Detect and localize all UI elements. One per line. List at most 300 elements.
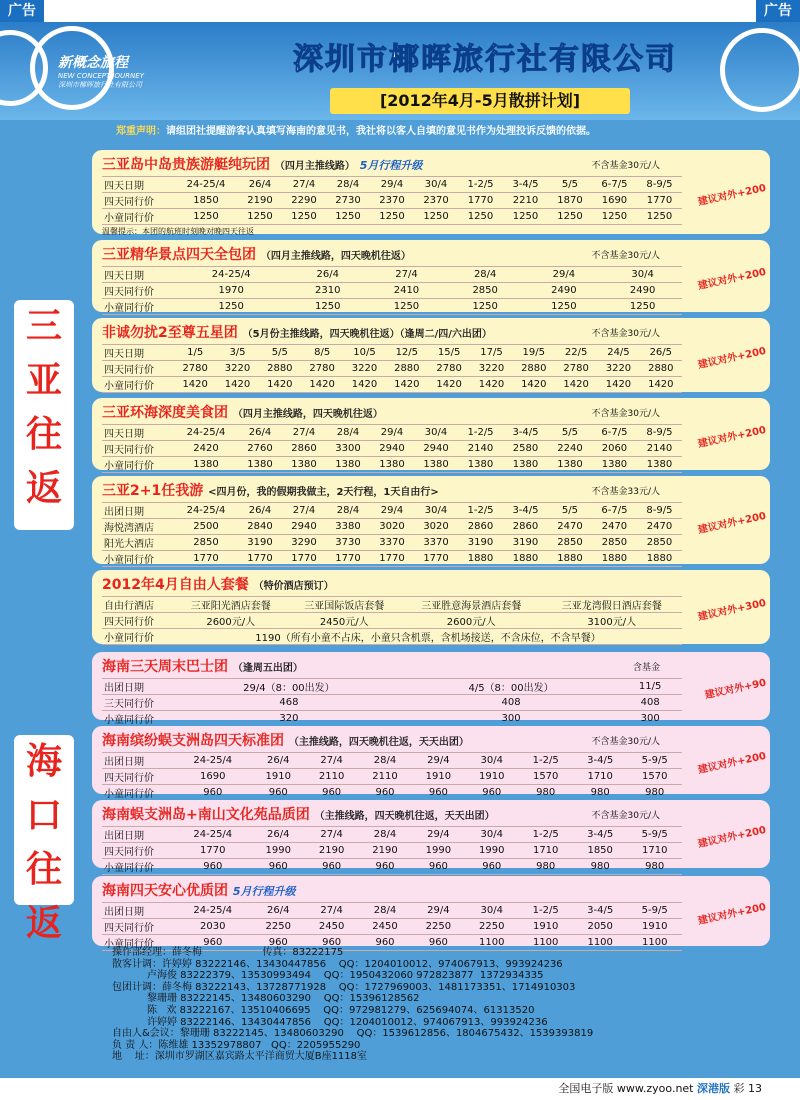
table-cell: 1380	[414, 457, 458, 473]
table-cell: 1420	[597, 377, 639, 393]
table-cell: 2140	[458, 441, 503, 457]
price-table	[102, 502, 682, 567]
table-cell: 1910	[412, 769, 465, 785]
table-cell: 2850	[637, 535, 682, 551]
table-cell: 2760	[238, 441, 282, 457]
table-cell: 30/4	[414, 503, 458, 519]
table-cell: 四天同行价	[102, 283, 174, 299]
table-row	[102, 769, 682, 785]
table-cell: 29/4	[370, 177, 414, 193]
table-cell: 980	[573, 785, 628, 801]
table-cell: 19/5	[513, 345, 555, 361]
table-cell: 1570	[518, 769, 573, 785]
table-row	[102, 345, 682, 361]
tour-subtitle: （主推线路，四天晚机往返，天天出团）	[288, 737, 469, 748]
table-cell: 1880	[548, 551, 592, 567]
table-cell: 1380	[174, 457, 238, 473]
table-cell: 3380	[326, 519, 370, 535]
table-cell: 960	[305, 785, 358, 801]
table-cell: 960	[358, 935, 411, 951]
table-cell: 四天日期	[102, 345, 174, 361]
table-cell: 27/4	[282, 425, 326, 441]
table-cell: 2600元/人	[174, 613, 287, 629]
logo-text: 新概念旅程	[58, 55, 128, 71]
table-cell: 28/4	[326, 503, 370, 519]
table-cell: 1970	[174, 283, 288, 299]
table-row	[102, 535, 682, 551]
table-cell: 2470	[548, 519, 592, 535]
table-cell: 3220	[216, 361, 258, 377]
table-cell: 1250	[282, 209, 326, 225]
table-cell: 1710	[573, 769, 628, 785]
table-cell: 3220	[470, 361, 512, 377]
table-cell: 1990	[465, 843, 518, 859]
table-cell: 1770	[637, 193, 682, 209]
table-cell: 四天同行价	[102, 843, 174, 859]
contact-line: 地 址：深圳市罗湖区嘉宾路太平洋商贸大厦B座1118室	[112, 1051, 368, 1063]
table-cell: 1420	[174, 377, 216, 393]
table-row	[102, 267, 682, 283]
table-cell: 30/4	[465, 827, 518, 843]
table-cell: 2840	[238, 519, 282, 535]
table-row	[102, 859, 682, 875]
table-cell: 960	[174, 859, 252, 875]
table-cell: 8-9/5	[637, 503, 682, 519]
table-cell: 30/4	[414, 177, 458, 193]
price-advice: 建议对外+200	[696, 424, 767, 451]
price-advice: 建议对外+200	[696, 750, 767, 777]
table-cell: 1770	[326, 551, 370, 567]
table-cell: 10/5	[343, 345, 385, 361]
table-cell: 960	[465, 785, 518, 801]
side-label-haikou: 海口往返	[14, 735, 74, 905]
table-cell: 2110	[305, 769, 358, 785]
table-cell: 2880	[640, 361, 682, 377]
table-cell: 980	[627, 859, 682, 875]
table-cell: 1380	[592, 457, 637, 473]
table-cell: 1850	[174, 193, 238, 209]
table-cell: 960	[412, 935, 465, 951]
table-cell: 1910	[627, 919, 682, 935]
tour-title	[102, 880, 762, 900]
table-cell: 980	[627, 785, 682, 801]
tour-subtitle: （四月主推线路）	[274, 161, 355, 172]
tour-title-text: 海南三天周末巴士团	[102, 659, 228, 675]
table-cell: 出团日期	[102, 903, 174, 919]
table-cell: 3-4/5	[573, 753, 628, 769]
table-cell: 3220	[597, 361, 639, 377]
table-cell: 小童同行价	[102, 209, 174, 225]
table-cell: 2030	[174, 919, 252, 935]
table-row	[102, 361, 682, 377]
table-cell: 1690	[592, 193, 637, 209]
table-cell: 3300	[326, 441, 370, 457]
table-cell: 3020	[370, 519, 414, 535]
contact-line: 黎珊珊 83222145、13480603290 QQ：15396128562	[112, 993, 420, 1005]
table-cell: 27/4	[305, 827, 358, 843]
table-cell: 960	[465, 859, 518, 875]
tour-block	[92, 150, 770, 234]
table-cell: 1-2/5	[458, 425, 503, 441]
table-cell: 2490	[525, 283, 604, 299]
table-cell: 三亚龙湾假日酒店套餐	[541, 597, 682, 613]
table-cell: 2470	[637, 519, 682, 535]
tour-subtitle: （主推线路，四天晚机往返，天天出团）	[314, 811, 495, 822]
table-cell: 26/4	[252, 827, 305, 843]
table-cell: 24/5	[597, 345, 639, 361]
table-cell: 30/4	[414, 425, 458, 441]
price-table	[102, 902, 682, 951]
table-cell: 2060	[592, 441, 637, 457]
table-cell: 24-25/4	[174, 177, 238, 193]
table-cell: 1190（所有小童不占床，小童只含机票，含机场接送，不含床位，不含早餐）	[174, 629, 682, 645]
table-cell: 1250	[174, 299, 288, 315]
table-cell: 2880	[513, 361, 555, 377]
table-cell: 2880	[386, 361, 428, 377]
table-cell: 8-9/5	[637, 425, 682, 441]
table-cell: 5/5	[548, 425, 592, 441]
table-cell: 2780	[174, 361, 216, 377]
table-cell: 1870	[548, 193, 592, 209]
logo-english: NEW CONCEPT JOURNEY	[58, 72, 144, 80]
table-cell: 2850	[174, 535, 238, 551]
table-cell: 1880	[592, 551, 637, 567]
table-cell: 2410	[367, 283, 446, 299]
table-cell: 6-7/5	[592, 425, 637, 441]
table-cell: 29/4	[525, 267, 604, 283]
table-cell: 2240	[548, 441, 592, 457]
table-cell: 1/5	[174, 345, 216, 361]
table-cell: 1710	[518, 843, 573, 859]
table-cell: 1420	[301, 377, 343, 393]
table-cell: 26/4	[252, 753, 305, 769]
table-cell: 3020	[414, 519, 458, 535]
table-cell: 1250	[414, 209, 458, 225]
table-cell: 26/4	[288, 267, 367, 283]
table-cell: 2940	[282, 519, 326, 535]
fund-note: 不含基金30元/人	[591, 811, 660, 821]
contact-line: 包团计调：薛冬梅 83222143、13728771928 QQ：1727969003、1481173351、1714910303	[112, 981, 576, 993]
table-cell: 2860	[503, 519, 548, 535]
table-cell: 2450	[305, 919, 358, 935]
table-cell: 2290	[282, 193, 326, 209]
table-cell: 3-4/5	[503, 425, 548, 441]
table-cell: 1420	[640, 377, 682, 393]
tour-title-text: 三亚精华景点四天全包团	[102, 247, 256, 263]
price-table	[102, 826, 682, 875]
table-cell: 2860	[458, 519, 503, 535]
contact-info	[112, 947, 752, 1063]
table-cell: 1420	[386, 377, 428, 393]
table-cell: 2730	[326, 193, 370, 209]
price-table	[102, 678, 682, 727]
table-cell: 960	[174, 935, 252, 951]
table-cell: 小童同行价	[102, 299, 174, 315]
table-cell: 1380	[637, 457, 682, 473]
ring-decoration	[720, 28, 800, 112]
tour-title	[102, 730, 762, 750]
table-cell: 1850	[573, 843, 628, 859]
table-cell: 1250	[525, 299, 604, 315]
table-cell: 2190	[305, 843, 358, 859]
tour-block	[92, 800, 770, 874]
table-row	[102, 695, 682, 711]
table-cell: 29/4	[370, 425, 414, 441]
price-advice: 建议对外+200	[696, 824, 767, 851]
table-cell: 1380	[548, 457, 592, 473]
table-cell: 960	[358, 859, 411, 875]
table-cell: 1100	[465, 935, 518, 951]
table-row	[102, 785, 682, 801]
table-cell: 5/5	[548, 503, 592, 519]
table-cell: 四天同行价	[102, 361, 174, 377]
tour-block	[92, 476, 770, 564]
table-cell: 出团日期	[102, 827, 174, 843]
table-cell: 2050	[573, 919, 628, 935]
table-row	[102, 613, 682, 629]
table-cell: 24-25/4	[174, 903, 252, 919]
table-cell: 3/5	[216, 345, 258, 361]
table-cell: 3100元/人	[541, 613, 682, 629]
table-row	[102, 299, 682, 315]
table-cell: 1990	[412, 843, 465, 859]
table-cell: 2780	[555, 361, 597, 377]
table-cell: 2940	[370, 441, 414, 457]
table-cell: 1250	[446, 299, 525, 315]
table-cell: 2490	[603, 283, 682, 299]
table-cell: 1770	[458, 193, 503, 209]
table-cell: 27/4	[282, 177, 326, 193]
contact-line: 自由人&会议：黎珊珊 83222145、13480603290 QQ：1539612856、1804675432、1539393819	[112, 1028, 594, 1040]
table-cell: 980	[573, 859, 628, 875]
table-row	[102, 503, 682, 519]
table-cell: 3220	[343, 361, 385, 377]
table-cell: 1880	[503, 551, 548, 567]
table-cell: 27/4	[305, 753, 358, 769]
table-cell: 四天同行价	[102, 919, 174, 935]
price-table	[102, 176, 682, 225]
fund-note: 含基金	[632, 663, 660, 673]
price-table	[102, 266, 682, 315]
table-cell: 三亚胜意海景酒店套餐	[401, 597, 542, 613]
contact-line: 许婷婷 83222146、13430447856 QQ：1204010012、974067913、993924236	[112, 1016, 548, 1028]
table-row	[102, 843, 682, 859]
footer-site: 全国电子版 www.zyoo.net	[558, 1082, 694, 1095]
table-cell: 1380	[458, 457, 503, 473]
table-cell: 1910	[465, 769, 518, 785]
table-cell: 三天同行价	[102, 695, 174, 711]
table-cell: 四天日期	[102, 177, 174, 193]
upgrade-note: 5月行程升级	[232, 885, 296, 898]
price-advice: 建议对外+200	[696, 345, 767, 372]
table-cell: 5/5	[259, 345, 301, 361]
table-cell: 30/4	[465, 903, 518, 919]
table-cell: 海悦湾酒店	[102, 519, 174, 535]
contact-line: 陈 欢 83222167、13510406695 QQ：972981279、625694074、61313520	[112, 1004, 535, 1016]
tour-title-text: 三亚环海深度美食团	[102, 405, 228, 421]
table-cell: 小童同行价	[102, 377, 174, 393]
table-cell: 26/4	[238, 177, 282, 193]
table-cell: 2600元/人	[401, 613, 542, 629]
table-cell: 5-9/5	[627, 753, 682, 769]
table-row	[102, 193, 682, 209]
table-row	[102, 177, 682, 193]
table-cell: 26/4	[238, 503, 282, 519]
table-cell: 1250	[367, 299, 446, 315]
table-cell: 28/4	[358, 827, 411, 843]
table-cell: 980	[518, 785, 573, 801]
table-cell: 3290	[282, 535, 326, 551]
tour-title	[102, 804, 762, 824]
table-cell: 2780	[428, 361, 470, 377]
table-cell: 408	[404, 695, 619, 711]
tour-subtitle: （逢周五出团）	[232, 663, 303, 674]
table-cell: 1380	[370, 457, 414, 473]
table-cell: 29/4	[370, 503, 414, 519]
table-cell: 3-4/5	[503, 503, 548, 519]
price-advice: 建议对外+200	[696, 901, 767, 928]
tour-title	[102, 480, 762, 500]
table-cell: 24-25/4	[174, 503, 238, 519]
table-cell: 1100	[627, 935, 682, 951]
logo-company-small: 深圳市椰晖旅行社有限公司	[58, 81, 142, 89]
tour-block	[92, 398, 770, 470]
table-cell: 960	[412, 859, 465, 875]
table-cell: 1250	[603, 299, 682, 315]
table-cell: 自由行酒店	[102, 597, 174, 613]
table-cell: 四天同行价	[102, 613, 174, 629]
price-advice: 建议对外+300	[696, 597, 767, 624]
table-cell: 2370	[414, 193, 458, 209]
table-cell: 1770	[238, 551, 282, 567]
table-cell: 四天同行价	[102, 441, 174, 457]
table-cell: 1250	[503, 209, 548, 225]
table-cell: 1880	[637, 551, 682, 567]
table-cell: 22/5	[555, 345, 597, 361]
table-cell: 3370	[414, 535, 458, 551]
table-cell: 小童同行价	[102, 859, 174, 875]
table-cell: 四天日期	[102, 425, 174, 441]
table-cell: 2420	[174, 441, 238, 457]
tour-title	[102, 154, 762, 174]
table-cell: 6-7/5	[592, 177, 637, 193]
table-cell: 28/4	[358, 903, 411, 919]
table-cell: 1770	[174, 843, 252, 859]
table-cell: 1770	[282, 551, 326, 567]
table-cell: 8-9/5	[637, 177, 682, 193]
table-cell: 1380	[282, 457, 326, 473]
contact-line: 散客计调：许婷婷 83222146、13430447856 QQ：1204010012、974067913、993924236	[112, 958, 563, 970]
table-cell: 2450	[358, 919, 411, 935]
table-cell: 1-2/5	[518, 903, 573, 919]
table-row	[102, 903, 682, 919]
fund-note: 不含基金30元/人	[591, 161, 660, 171]
side-label-sanya: 三亚往返	[14, 300, 74, 530]
table-cell: 1250	[238, 209, 282, 225]
table-cell: 24-25/4	[174, 267, 288, 283]
tour-subtitle: （5月份主推线路，四天晚机往返）（逢周二/四/六出团）	[242, 329, 492, 340]
table-cell: 1910	[252, 769, 305, 785]
upgrade-note: 5月行程升级	[359, 159, 423, 172]
table-cell: 1420	[428, 377, 470, 393]
table-cell: 960	[412, 785, 465, 801]
tour-block	[92, 318, 770, 392]
table-cell: 6-7/5	[592, 503, 637, 519]
table-cell: 1420	[555, 377, 597, 393]
table-cell: 300	[404, 711, 619, 727]
tour-title	[102, 402, 762, 422]
price-advice: 建议对外+200	[696, 266, 767, 293]
tour-tip: 温馨提示：本团的航班时刻晚对晚四天往返	[102, 227, 254, 236]
table-cell: 3370	[370, 535, 414, 551]
tour-title	[102, 656, 762, 676]
table-cell: 1100	[573, 935, 628, 951]
table-cell: 2210	[503, 193, 548, 209]
footer-page: 彩 13	[733, 1082, 762, 1095]
table-cell: 28/4	[326, 177, 370, 193]
tour-block	[92, 876, 770, 950]
table-cell: 阳光大酒店	[102, 535, 174, 551]
table-cell: 1880	[458, 551, 503, 567]
brand-logo	[58, 52, 144, 90]
table-cell: 17/5	[470, 345, 512, 361]
table-cell: 1570	[627, 769, 682, 785]
price-advice: 建议对外+200	[696, 182, 767, 209]
table-cell: 三亚国际饭店套餐	[287, 597, 400, 613]
tour-title-text: 2012年4月自由人套餐	[102, 577, 249, 593]
table-cell: 2500	[174, 519, 238, 535]
tour-title-text: 海南四天安心优质团	[102, 883, 228, 899]
plan-title: [2012年4月-5月散拼计划]	[330, 88, 630, 114]
table-cell: 27/4	[367, 267, 446, 283]
table-cell: 2850	[592, 535, 637, 551]
table-cell: 1710	[627, 843, 682, 859]
table-cell: 30/4	[465, 753, 518, 769]
table-cell: 26/4	[238, 425, 282, 441]
table-cell: 30/4	[603, 267, 682, 283]
table-cell: 1250	[637, 209, 682, 225]
tour-subtitle: （四月主推线路，四天晚机往返）	[260, 251, 411, 262]
footer	[0, 1078, 800, 1100]
table-cell: 1-2/5	[458, 177, 503, 193]
table-cell: 三亚阳光酒店套餐	[174, 597, 287, 613]
table-cell: 28/4	[358, 753, 411, 769]
table-cell: 出团日期	[102, 753, 174, 769]
table-cell: 小童同行价	[102, 785, 174, 801]
table-row	[102, 919, 682, 935]
table-row	[102, 827, 682, 843]
table-cell: 5-9/5	[627, 827, 682, 843]
table-cell: 四天同行价	[102, 193, 174, 209]
table-cell: 1420	[216, 377, 258, 393]
table-cell: 出团日期	[102, 503, 174, 519]
table-cell: 2470	[592, 519, 637, 535]
table-row	[102, 753, 682, 769]
table-cell: 1420	[259, 377, 301, 393]
table-row	[102, 425, 682, 441]
table-row	[102, 457, 682, 473]
table-cell: 1100	[518, 935, 573, 951]
table-row	[102, 679, 682, 695]
table-cell: 1380	[503, 457, 548, 473]
table-cell: 28/4	[326, 425, 370, 441]
table-cell: 小童同行价	[102, 935, 174, 951]
table-cell: 5-9/5	[627, 903, 682, 919]
fund-note: 不含基金30元/人	[591, 409, 660, 419]
table-cell: 468	[174, 695, 404, 711]
table-cell: 1770	[174, 551, 238, 567]
tour-subtitle: （四月主推线路，四天晚机往返）	[232, 409, 383, 420]
